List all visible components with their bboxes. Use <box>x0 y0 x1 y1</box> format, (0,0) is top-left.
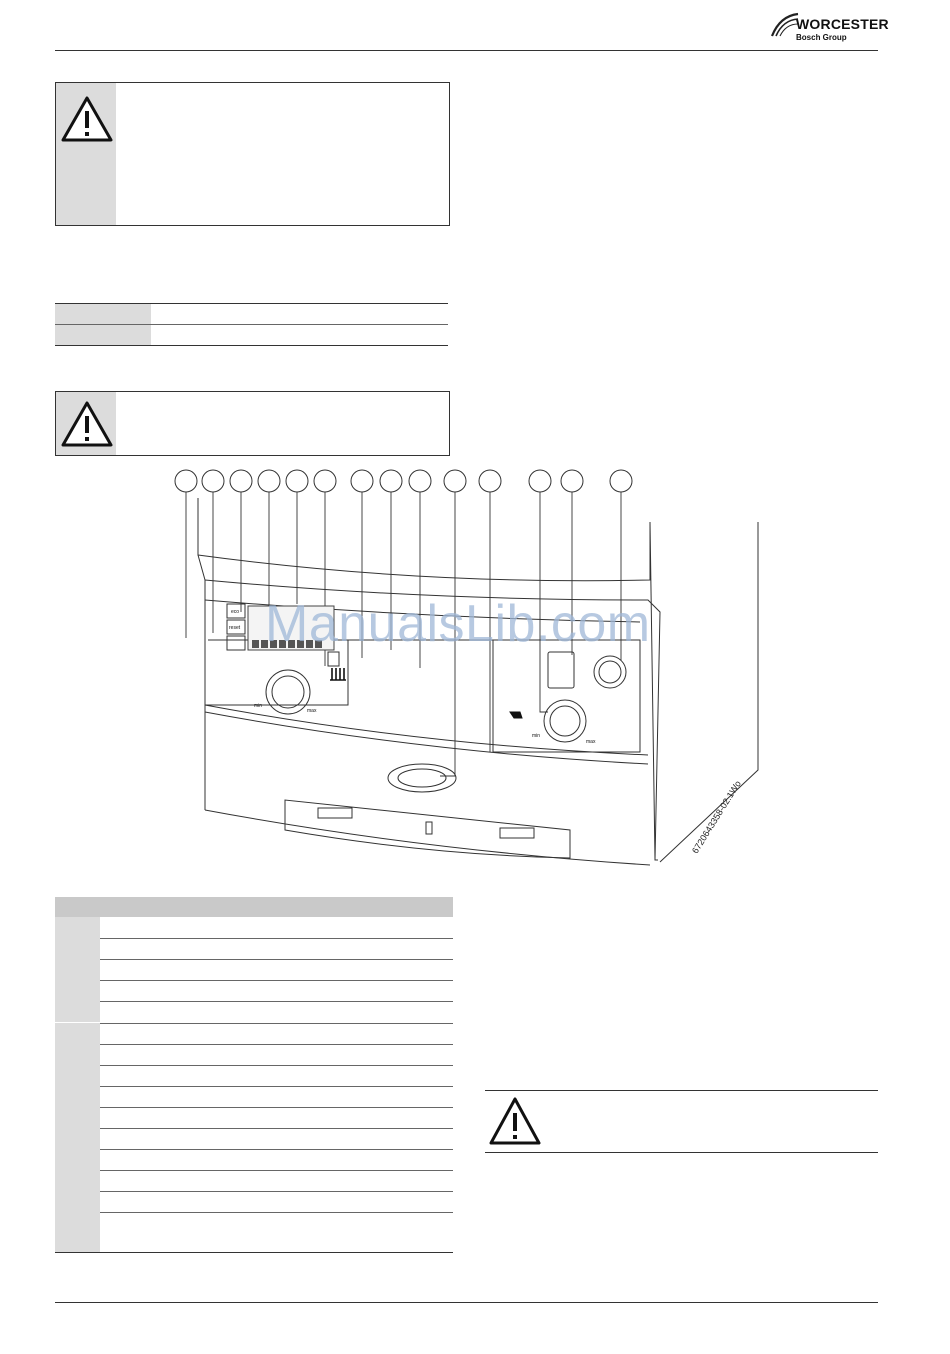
callout-circle <box>561 470 583 492</box>
brand-name: WORCESTER <box>796 16 889 32</box>
right-panel-outline <box>493 640 640 752</box>
key-row-rule <box>55 1086 453 1087</box>
warning-triangle-icon <box>488 1096 542 1148</box>
bottom-clip-panel <box>285 800 570 858</box>
key-row-rule <box>55 1170 453 1171</box>
key-row-rule <box>55 959 453 960</box>
callout-circle <box>202 470 224 492</box>
key-number-cell <box>55 1086 100 1107</box>
warning-triangle-icon <box>60 95 114 143</box>
key-row-rule <box>55 1212 453 1213</box>
key-row-rule <box>55 1252 453 1253</box>
callout-circle <box>314 470 336 492</box>
hot-water-tap-symbol <box>510 712 522 718</box>
table-rule <box>55 345 448 346</box>
key-row-rule <box>55 1065 453 1066</box>
radiator-symbol <box>330 668 346 680</box>
eco-label: eco <box>231 609 240 615</box>
warning-rule-bottom <box>485 1152 878 1153</box>
key-row-rule <box>55 1044 453 1045</box>
key-row-rule <box>55 980 453 981</box>
key-number-cell <box>55 938 100 959</box>
key-row-rule <box>55 1191 453 1192</box>
key-row-rule <box>55 1001 453 1002</box>
callout-circle <box>529 470 551 492</box>
callout-circle <box>479 470 501 492</box>
boiler-control-panel-diagram <box>160 462 800 872</box>
key-number-cell <box>55 917 100 938</box>
key-number-cell <box>55 980 100 1001</box>
key-number-cell <box>55 1065 100 1086</box>
callout-circle <box>175 470 197 492</box>
key-row-rule <box>55 1107 453 1108</box>
central-heating-knob <box>266 670 310 714</box>
key-row-rule <box>55 1149 453 1150</box>
key-number-cell <box>55 1023 100 1044</box>
boiler-right-edge <box>650 522 658 860</box>
callout-circles <box>175 470 632 492</box>
reset-label: reset <box>229 625 241 631</box>
info-window <box>548 652 574 688</box>
header-rule <box>55 50 878 51</box>
callout-circle <box>230 470 252 492</box>
key-number-cell <box>55 1212 100 1252</box>
boiler-top-outline <box>198 498 650 581</box>
callout-circle <box>351 470 373 492</box>
brand-subtitle: Bosch Group <box>796 33 847 42</box>
key-number-cell <box>55 1128 100 1149</box>
indicator-lamp <box>328 652 339 666</box>
knob-left-min-label: min <box>254 703 263 709</box>
callout-circle <box>409 470 431 492</box>
boiler-left-edge <box>198 555 205 810</box>
key-row-rule <box>55 1023 453 1024</box>
bottom-clip-left <box>318 808 352 818</box>
key-number-cell <box>55 1107 100 1128</box>
chimney-button <box>227 636 245 650</box>
callout-circle <box>258 470 280 492</box>
key-number-cell <box>55 1191 100 1212</box>
key-table-header <box>55 897 453 917</box>
callout-circle <box>286 470 308 492</box>
warning-box-2 <box>55 391 450 456</box>
warning-rule-top <box>485 1090 878 1091</box>
boiler-side-outline <box>660 522 758 862</box>
bottom-clip-right <box>500 828 534 838</box>
watermark: ManualsLib.com <box>265 595 651 653</box>
footer-rule <box>55 1302 878 1303</box>
knob-left-max-label: max <box>307 708 317 714</box>
callout-circle <box>610 470 632 492</box>
figure-code: 6720643358-02.1Wo <box>690 778 743 856</box>
key-row-rule <box>55 1128 453 1129</box>
callout-circle <box>380 470 402 492</box>
key-number-cell <box>55 1044 100 1065</box>
table-cell-shade <box>55 325 151 345</box>
knob-right-max-label: max <box>586 739 596 745</box>
warning-triangle-icon <box>60 400 114 448</box>
callout-circle <box>444 470 466 492</box>
table-cell-shade <box>55 304 151 324</box>
knob-right-min-label: min <box>532 733 541 739</box>
key-number-cell <box>55 1149 100 1170</box>
warning-box-1 <box>55 82 450 226</box>
key-number-cell <box>55 1001 100 1022</box>
key-number-cell <box>55 959 100 980</box>
key-number-cell <box>55 1170 100 1191</box>
key-row-rule <box>55 938 453 939</box>
